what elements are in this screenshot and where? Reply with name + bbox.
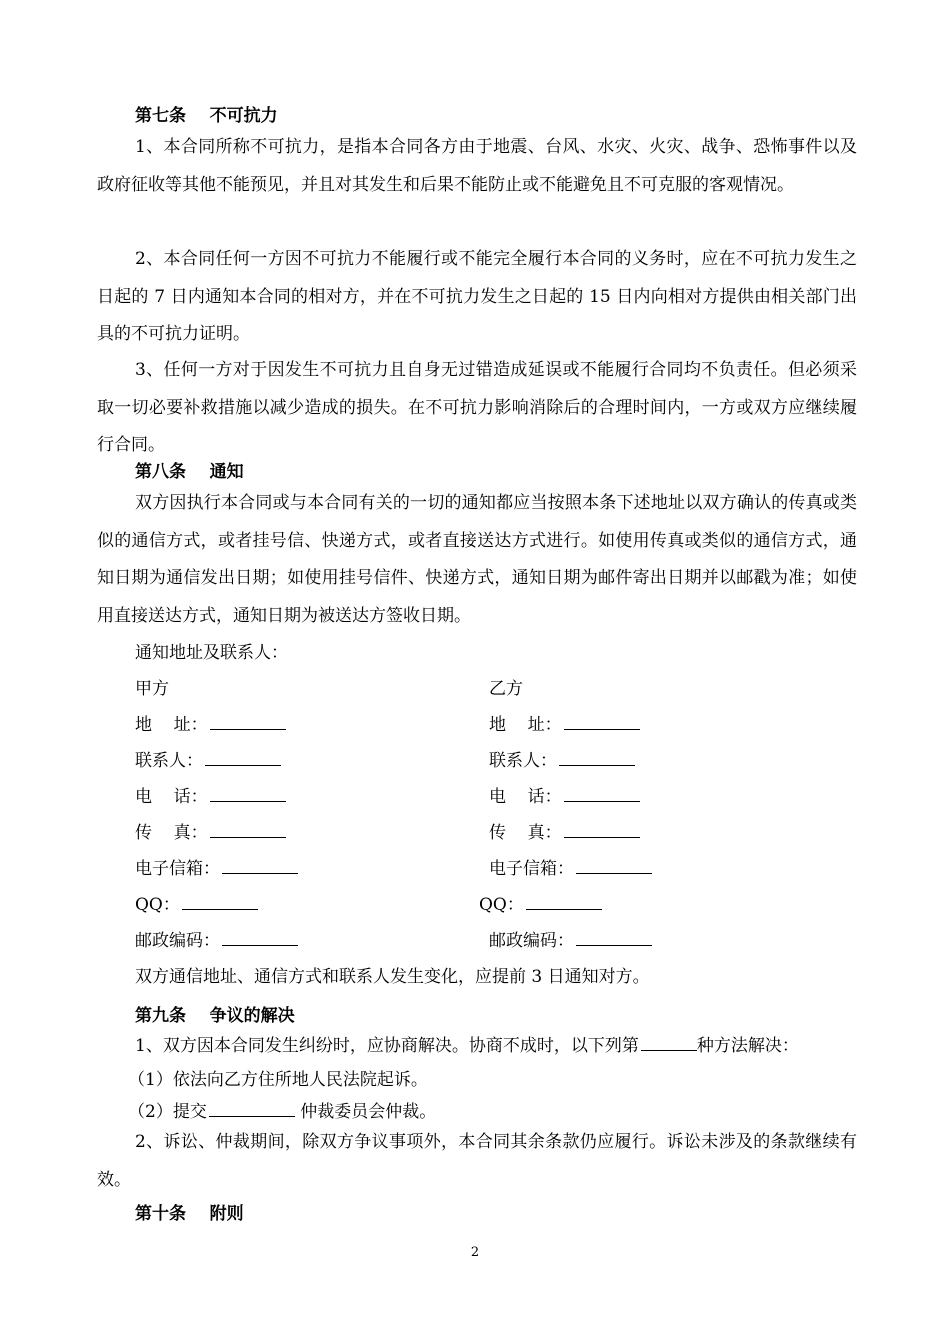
party-a-email-blank[interactable]: [222, 857, 298, 874]
party-b-label: 乙方: [489, 679, 523, 699]
article7-paragraph-1: 1、本合同所称不可抗力，是指本合同各方由于地震、台风、水灾、火灾、战争、恐怖事件以及政府征收等其他不能预见，并且对其发生和后果不能防止或不能避免且不可克服的客观情况。: [97, 137, 857, 195]
party-b-address-blank[interactable]: [564, 713, 640, 730]
party-a-phone: 电 话：: [135, 785, 286, 809]
article7-paragraph-3: 3、任何一方对于因发生不可抗力且自身无过错造成延误或不能履行合同均不负责任。但必须采取一切必要补救措施以减少造成的损失。在不可抗力影响消除后的合理时间内，一方或双方应继续履行合同。: [97, 360, 857, 455]
party-b-fax: 传 真：: [489, 821, 640, 845]
article9-paragraph-1: 1、双方因本合同发生纠纷时，应协商解决。协商不成时，以下列第 种方法解决：: [135, 1036, 799, 1056]
party-b-qq-blank[interactable]: [526, 893, 602, 910]
party-b-fax-blank[interactable]: [564, 821, 640, 838]
article9-heading: 第九条 争议的解决: [135, 1006, 295, 1026]
party-a-label: 甲方: [135, 679, 169, 699]
party-a-qq: QQ：: [135, 893, 258, 917]
article9-option-2: （2）提交 仲裁委员会仲裁。: [128, 1102, 437, 1122]
method-number-blank[interactable]: [641, 1034, 697, 1051]
party-b-postcode-blank[interactable]: [576, 929, 652, 946]
page-number: 2: [470, 1245, 480, 1260]
party-a-contact-blank[interactable]: [205, 749, 281, 766]
party-b-contact-blank[interactable]: [559, 749, 635, 766]
change-notice: 双方通信地址、通信方式和联系人发生变化，应提前 3 日通知对方。: [135, 967, 650, 987]
article7-heading: 第七条 不可抗力: [135, 106, 278, 126]
party-a-postcode: 邮政编码：: [135, 929, 298, 953]
party-a-phone-blank[interactable]: [210, 785, 286, 802]
article7-paragraph-2: 2、本合同任何一方因不可抗力不能履行或不能完全履行本合同的义务时，应在不可抗力发生之日起的 7 日内通知本合同的相对方，并在不可抗力发生之日起的 15 日内向相对方提供由相关部门出具的不可抗力证明。: [97, 249, 857, 344]
party-a-fax: 传 真：: [135, 821, 286, 845]
article8-heading: 第八条 通知: [135, 462, 244, 482]
party-b-email: 电子信箱：: [489, 857, 652, 881]
contacts-title: 通知地址及联系人：: [135, 643, 288, 663]
party-b-email-blank[interactable]: [576, 857, 652, 874]
party-b-contact: 联系人：: [489, 749, 635, 773]
party-a-postcode-blank[interactable]: [222, 929, 298, 946]
party-b-postcode: 邮政编码：: [489, 929, 652, 953]
party-a-address-blank[interactable]: [210, 713, 286, 730]
party-b-address: 地 址：: [489, 713, 640, 737]
party-a-address: 地 址：: [135, 713, 286, 737]
party-a-qq-blank[interactable]: [182, 893, 258, 910]
party-a-fax-blank[interactable]: [210, 821, 286, 838]
party-a-email: 电子信箱：: [135, 857, 298, 881]
party-b-phone: 电 话：: [489, 785, 640, 809]
article8-paragraph-1: 双方因执行本合同或与本合同有关的一切的通知都应当按照本条下述地址以双方确认的传真或类似的通信方式，或者挂号信、快递方式，或者直接送达方式进行。如使用传真或类似的通信方式，通知日期为通信发出日期；如使用挂号信件、快递方式，通知日期为邮件寄出日期并以邮戳为准；如使用直接送达方式，通知日期为被送达方签收日期。: [97, 493, 857, 626]
party-b-qq: QQ：: [479, 893, 602, 917]
party-a-contact: 联系人：: [135, 749, 281, 773]
article9-paragraph-2: 2、诉讼、仲裁期间，除双方争议事项外，本合同其余条款仍应履行。诉讼未涉及的条款继续有效。: [97, 1132, 857, 1190]
arbitration-committee-blank[interactable]: [209, 1100, 295, 1117]
article9-option-1: （1）依法向乙方住所地人民法院起诉。: [128, 1070, 428, 1090]
article10-heading: 第十条 附则: [135, 1204, 244, 1224]
party-b-phone-blank[interactable]: [564, 785, 640, 802]
